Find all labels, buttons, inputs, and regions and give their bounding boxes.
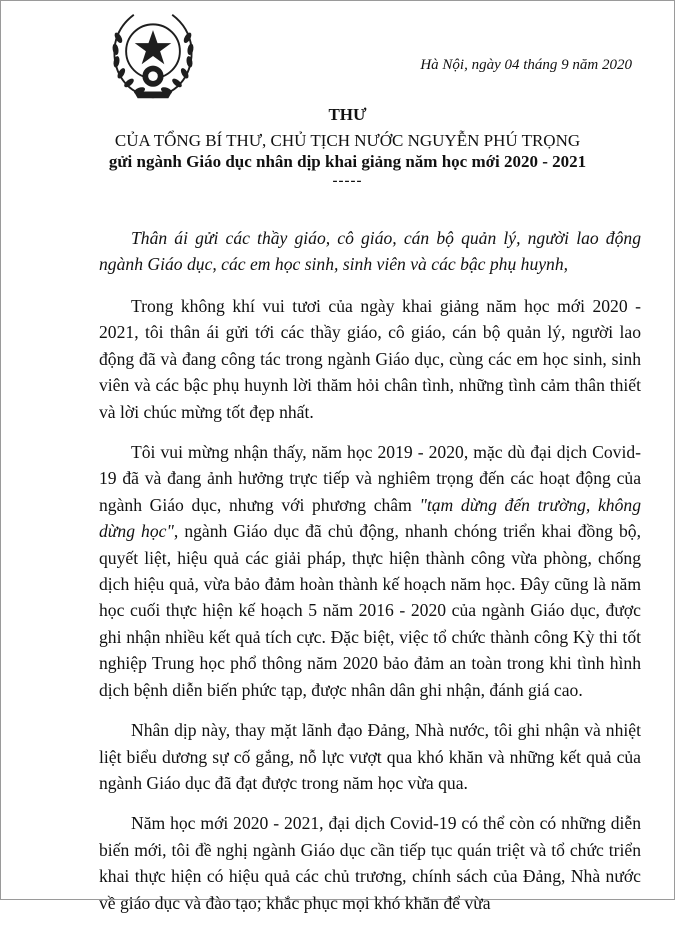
date-line: Hà Nội, ngày 04 tháng 9 năm 2020 bbox=[420, 57, 632, 73]
motto-quote: "tạm dừng đến trường, không dừng học" bbox=[99, 494, 641, 542]
greeting: Thân ái gửi các thầy giáo, cô giáo, cán bộ quản lý, người lao động ngành Giáo dục, các em học sinh, sinh viên và các bậc phụ huynh, bbox=[99, 228, 641, 274]
paragraph-2-part-2: , ngành Giáo dục đã chủ động, nhanh chóng triển khai đồng bộ, quyết liệt, hiệu quả các giải pháp, thực hiện thành công vừa phòng, chống dịch hiệu quả, vừa bảo đảm hoàn thành kế hoạch năm học. Đây cũng là năm học cuối thực hiện kế hoạch 5 năm 2016 - 2020 của ngành Giáo dục, được ghi nhận nhiều kết quả tích cực. Đặc biệt, việc tổ chức thành công Kỳ thi tốt nghiệp Trung học phổ thông năm 2020 bảo đảm an toàn trong khi tình hình dịch bệnh diễn biến phức tạp, được nhân dân ghi nhận, đánh giá cao. bbox=[99, 521, 641, 700]
header-divider: ----- bbox=[332, 173, 363, 189]
letter-title: THƯ bbox=[328, 105, 367, 124]
paragraph-4: Năm học mới 2020 - 2021, đại dịch Covid-19 có thể còn có những diễn biến mới, tôi đề nghị ngành Giáo dục cần tiếp tục quán triệt và tổ chức triển khai thực hiện có hiệu quả các chủ trương, chính sách của Đảng, Nhà nước về giáo dục và đào tạo; khắc phục mọi khó khăn để vừa bbox=[99, 813, 641, 913]
letter-header bbox=[61, 105, 634, 189]
paragraph-3: Nhân dịp này, thay mặt lãnh đạo Đảng, Nhà nước, tôi ghi nhận và nhiệt liệt biểu dương sự cố gắng, nỗ lực vượt qua khó khăn và những kết quả của ngành Giáo dục đã đạt được trong năm học vừa qua. bbox=[99, 720, 641, 793]
paragraph-1: Trong không khí vui tươi của ngày khai giảng năm học mới 2020 - 2021, tôi thân ái gửi tới các thầy giáo, cô giáo, cán bộ quản lý, người lao động đã và đang công tác trong ngành Giáo dục, cùng các em học sinh, sinh viên và các bậc phụ huynh lời thăm hỏi chân tình, những tình cảm thân thiết và lời chúc mừng tốt đẹp nhất. bbox=[99, 296, 641, 422]
paragraph-2-part-1: Tôi vui mừng nhận thấy, năm học 2019 - 2020, mặc dù đại dịch Covid-19 đã và đang ảnh hưởng trực tiếp và nghiêm trọng đến các hoạt động của ngành Giáo dục, nhưng với phương châm bbox=[99, 442, 641, 515]
letter-subtitle: CỦA TỔNG BÍ THƯ, CHỦ TỊCH NƯỚC NGUYỄN PHÚ TRỌNG bbox=[114, 131, 581, 150]
national-emblem-icon bbox=[105, 9, 201, 105]
paragraph-2 bbox=[99, 439, 641, 703]
letter-purpose: gửi ngành Giáo dục nhân dịp khai giảng năm học mới 2020 - 2021 bbox=[108, 152, 587, 171]
letter-body bbox=[99, 225, 641, 930]
